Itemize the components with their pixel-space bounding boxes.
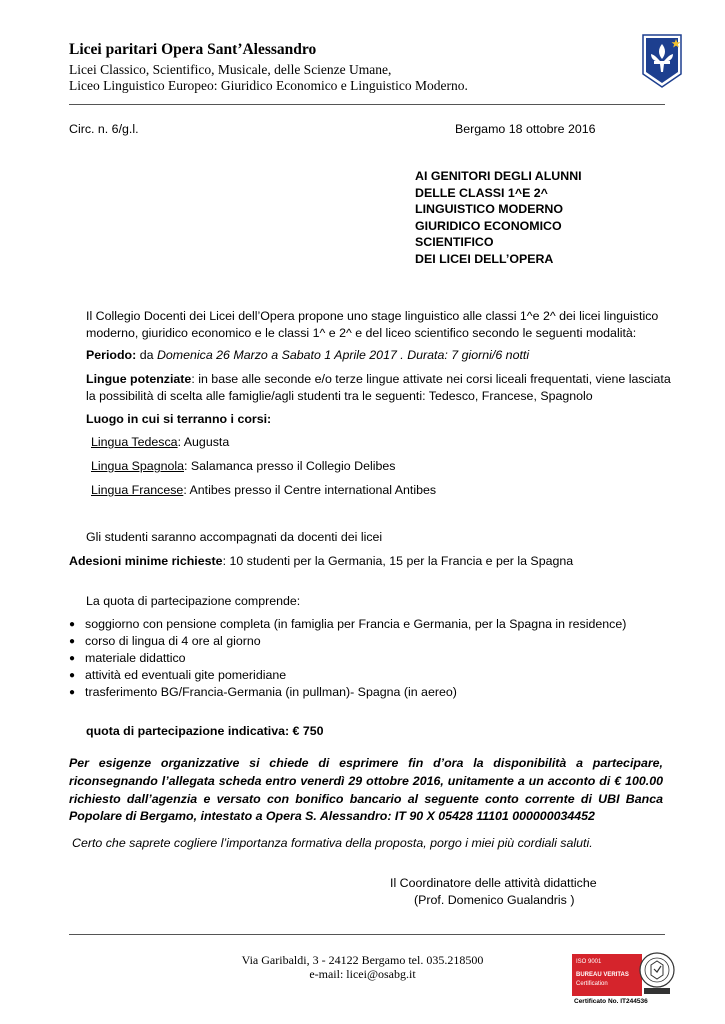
adesioni-label: Adesioni minime richieste [69,554,223,568]
payment-instructions: Per esigenze organizzative si chiede di esprimere fin d’ora la disponibilità a partecipare, riconsegnando l’allegata scheda entro venerdì 29 ottobre 2016, unitamente a un acconto di € 100.00 richiesto dall’agenzia e versato con bonifico bancario al seguente conto corrente di UBI Banca Popolare di Bergamo, intestato a Opera S. Alessandro: IT 90 X 05428 11101 000000034452 [69,756,663,824]
fleur-de-lis-shield-icon [641,34,683,88]
list-item-text: attività ed eventuali gite pomeridiane [85,668,287,682]
location-language: Lingua Tedesca [91,435,178,449]
bureau-veritas-seal-icon [638,950,676,996]
location-language: Lingua Spagnola [91,459,185,473]
cert-brand-label: BUREAU VERITAS [576,972,629,978]
list-item [69,616,626,633]
footer-email: e-mail: licei@osabg.it [309,967,416,981]
recipient-line: GIURIDICO ECONOMICO [415,218,562,233]
bullet-icon: ● [69,653,76,664]
school-subtitle-line1: Licei Classico, Scientifico, Musicale, delle Scienze Umane, [69,62,392,77]
cert-iso-label: ISO 9001 [576,959,602,965]
recipient-line: AI GENITORI DEGLI ALUNNI [415,169,582,183]
school-subtitle-line2: Liceo Linguistico Europeo: Giuridico Economico e Linguistico Moderno. [69,78,468,93]
footer-divider [69,934,665,935]
school-title: Licei paritari Opera Sant’Alessandro [69,41,317,58]
certificate-number: Certificato No. IT244536 [574,998,648,1005]
recipient-line: LINGUISTICO MODERNO [415,202,563,217]
list-item [69,684,626,701]
location-item [91,458,395,475]
periodo-label: Periodo: [86,348,137,362]
location-place: : Augusta [177,435,230,449]
bullet-icon: ● [69,619,76,630]
list-item [69,633,626,650]
lingue-label: Lingue potenziate [86,372,192,386]
adesioni-text: : 10 studenti per la Germania, 15 per la Francia e per la Spagna [222,554,574,568]
recipients-block [415,168,582,268]
signature-role: Il Coordinatore delle attività didattiche [390,876,597,890]
closing-sentence: Certo che saprete cogliere l’importanza formativa della proposta, porgo i miei più cordiali saluti. [72,836,593,850]
footer-address: Via Garibaldi, 3 - 24122 Bergamo tel. 035.218500 [241,953,484,967]
included-items-list [69,616,626,701]
bullet-icon: ● [69,636,76,647]
adesioni-line [69,553,573,570]
location-language: Lingua Francese [91,483,184,497]
location-place: : Antibes presso il Centre international Antibes [183,483,437,497]
list-item-text: corso di lingua di 4 ore al giorno [85,634,261,648]
recipient-line: SCIENTIFICO [415,235,494,250]
list-item [69,667,626,684]
list-item [69,650,626,667]
location-item [91,434,229,451]
list-item-text: materiale didattico [85,651,186,665]
location-place: : Salamanca presso il Collegio Delibes [184,459,396,473]
header-divider [69,104,665,105]
luogo-heading: Luogo in cui si terranno i corsi: [86,412,272,426]
quota-indicativa: quota di partecipazione indicativa: € 750 [86,724,324,738]
list-item-text: soggiorno con pensione completa (in famiglia per Francia e Germania, per la Spagna in residence) [85,617,627,631]
bullet-icon: ● [69,670,76,681]
circular-number: Circ. n. 6/g.l. [69,122,139,136]
list-item-text: trasferimento BG/Francia-Germania (in pullman)- Spagna (in aereo) [85,685,457,699]
bullet-icon: ● [69,687,76,698]
intro-paragraph: Il Collegio Docenti dei Licei dell’Opera propone uno stage linguistico alle classi 1^e 2^ dei licei linguistico moderno, giuridico economico e le classi 1^ e 2^ e del liceo scientifico secondo le seguenti modalità: [86,309,659,340]
signature-name: (Prof. Domenico Gualandris ) [414,893,575,907]
recipient-line: DELLE CLASSI 1^E 2^ [415,185,548,200]
cert-type-label: Certification [576,981,608,987]
circular-date: Bergamo 18 ottobre 2016 [455,122,596,136]
periodo-line [86,347,529,364]
recipient-line: DEI LICEI DELL’OPERA [415,251,554,266]
location-item [91,482,436,499]
periodo-prefix: da [136,348,157,362]
lingue-paragraph [86,371,676,405]
lingue-text: : in base alle seconde e/o terze lingue attivate nei corsi liceali frequentati, viene lasciata la possibilità di scelta alle famiglie/agli studenti tra le seguenti: Tedesco, Francese, Spagnolo [86,372,671,403]
periodo-value: Domenica 26 Marzo a Sabato 1 Aprile 2017 . Durata: 7 giorni/6 notti [156,348,530,362]
accompanied-line: Gli studenti saranno accompagnati da docenti dei licei [86,530,383,544]
quota-intro: La quota di partecipazione comprende: [86,594,301,608]
